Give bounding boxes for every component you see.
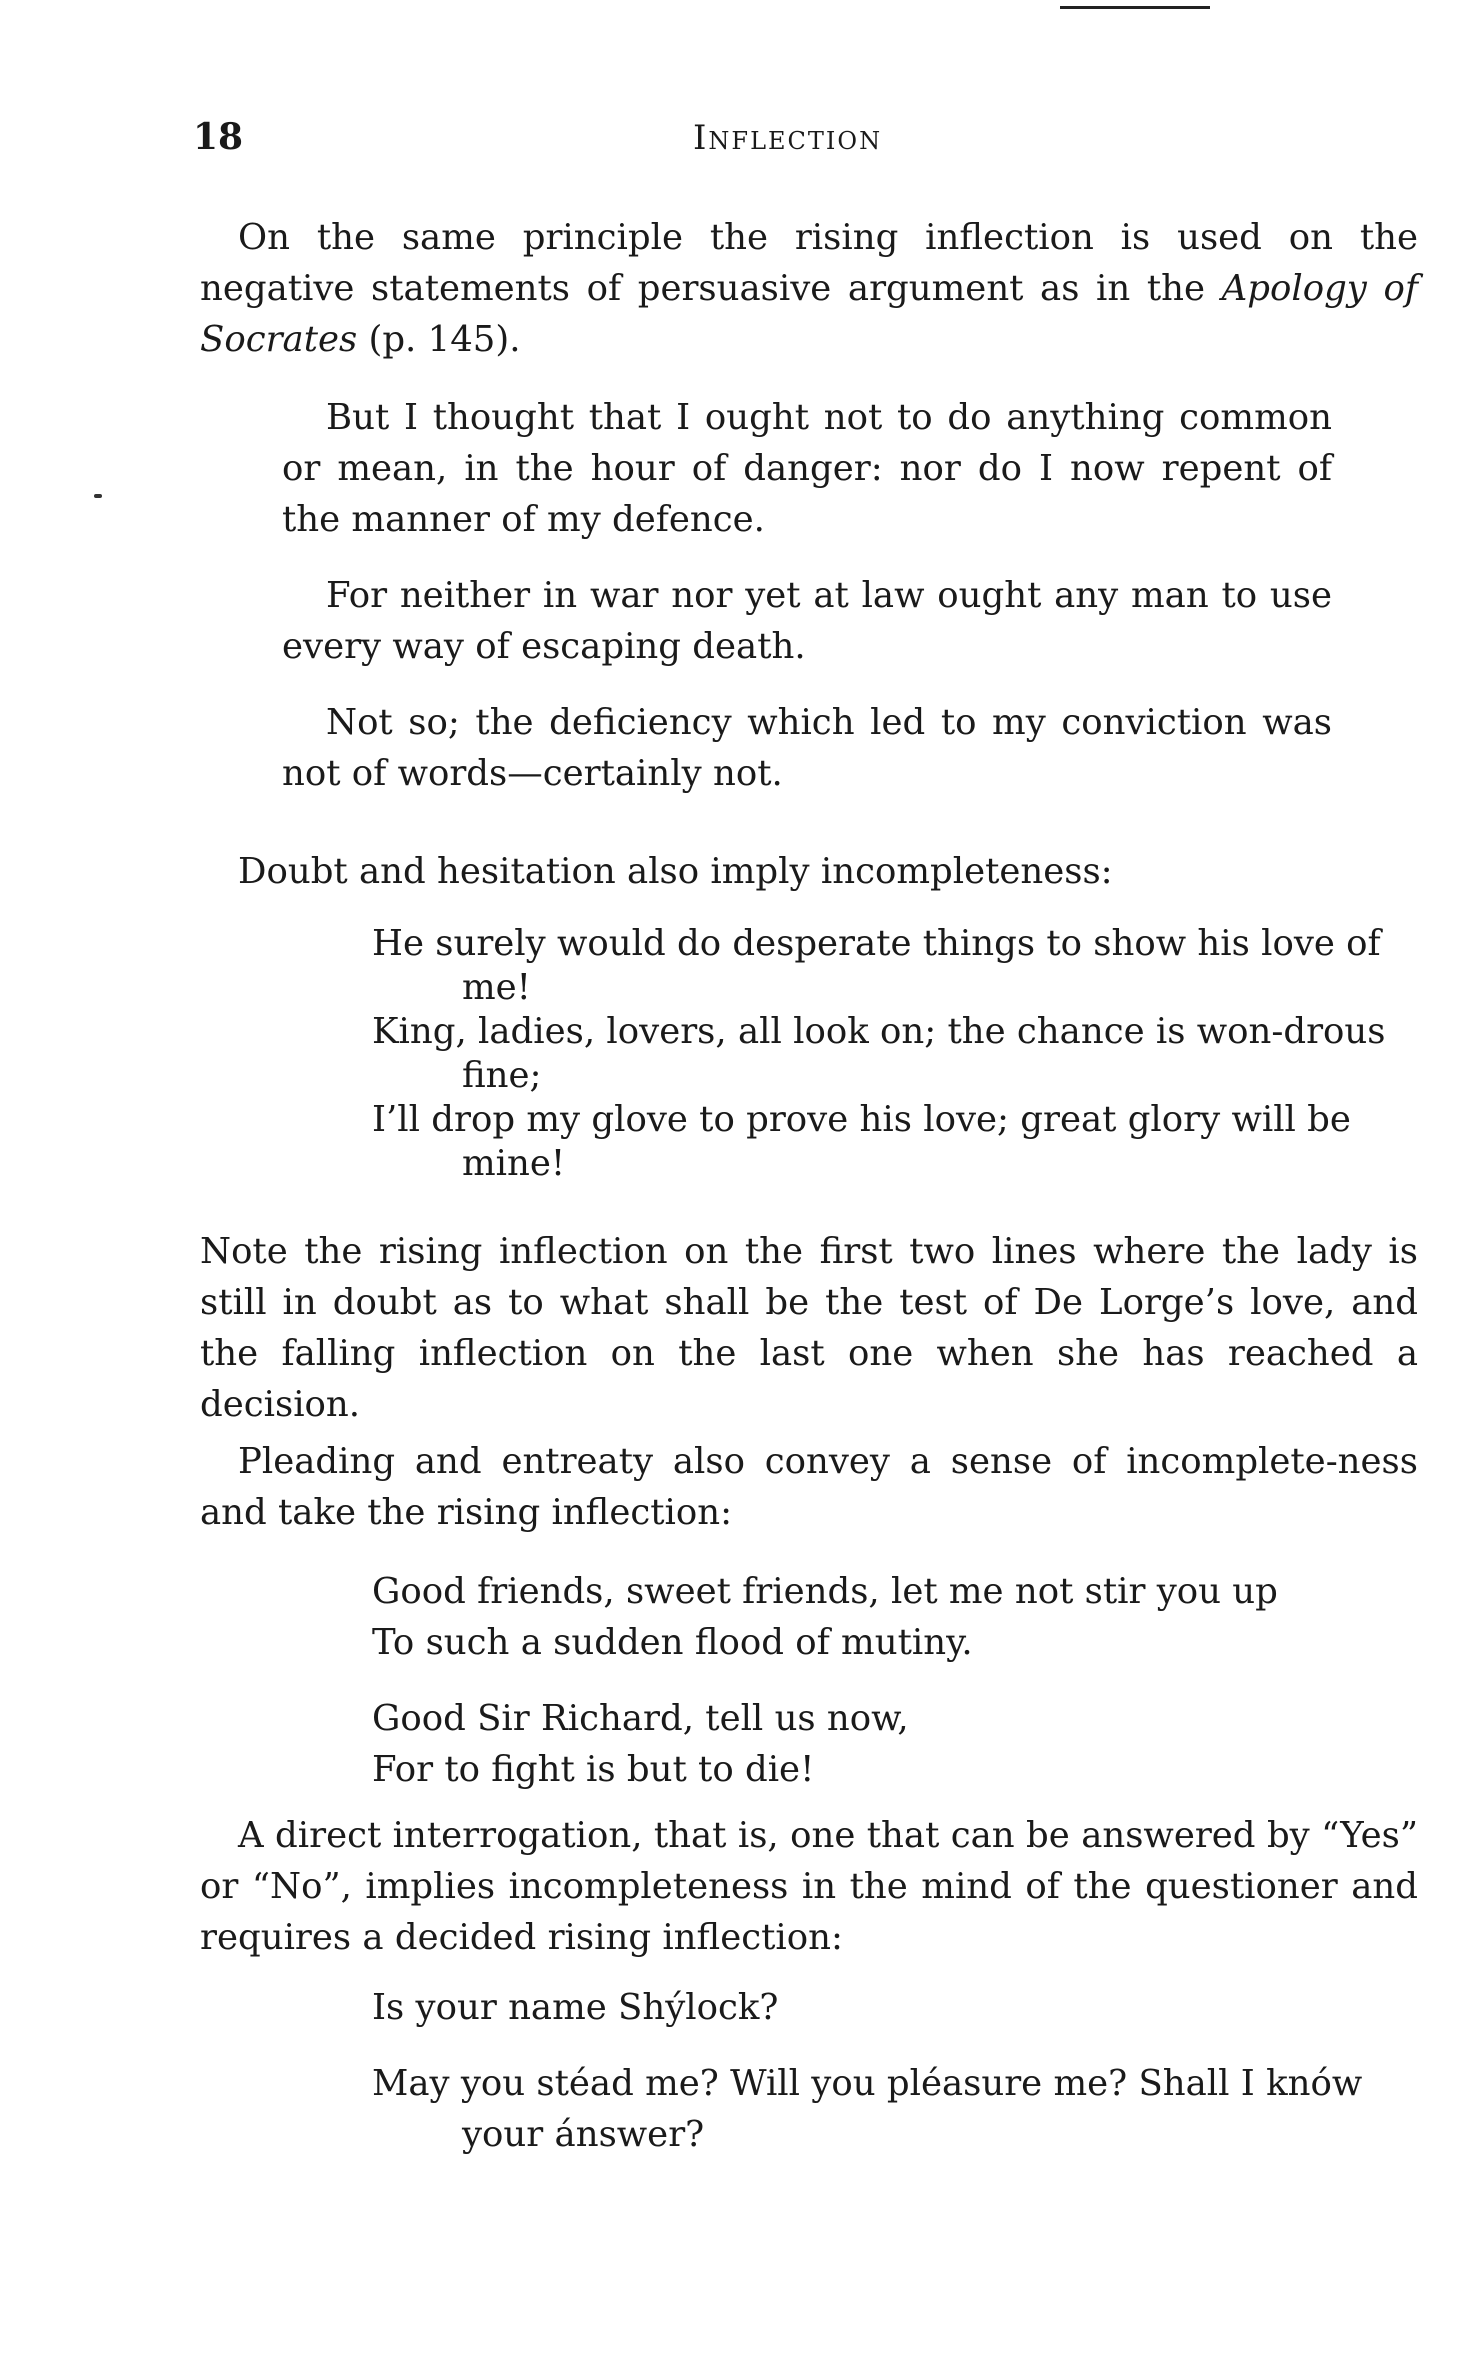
verse-friends bbox=[372, 1566, 1422, 1795]
page-header bbox=[193, 116, 1423, 176]
verse-line: May you stéad me? Will you pléasure me? Shall I knów your ánswer? bbox=[372, 2063, 1363, 2155]
verse-glove bbox=[372, 922, 1422, 1186]
paragraph-pleading: Pleading and entreaty also convey a sense of incomplete-ness and take the rising inflection: bbox=[200, 1441, 1418, 1533]
work-title: Apology of Socrates bbox=[200, 268, 1418, 360]
paragraph-principle-ref: (p. 145). bbox=[357, 319, 521, 360]
quote-line: For neither in war nor yet at law ought any man to use every way of escaping death. bbox=[282, 575, 1332, 667]
running-head: Inflection bbox=[693, 118, 883, 158]
page-number: 18 bbox=[193, 116, 244, 158]
verse-line: He surely would do desperate things to show his love of me! bbox=[372, 923, 1381, 1008]
verse-shylock bbox=[372, 1982, 1422, 2160]
verse-line: For to fight is but to die! bbox=[372, 1749, 815, 1790]
verse-line: To such a sudden flood of mutiny. bbox=[372, 1622, 973, 1663]
paragraph-note: Note the rising inflection on the first two lines where the lady is still in doubt as to what shall be the test of De Lorge’s love, and the falling inflection on the last one when she has reached a decision. bbox=[200, 1231, 1418, 1425]
quote-line: Not so; the deficiency which led to my conviction was not of words—certainly not. bbox=[282, 702, 1332, 794]
paragraph-interrogation: A direct interrogation, that is, one that can be answered by “Yes” or “No”, implies incompleteness in the mind of the questioner and requires a decided rising inflection: bbox=[200, 1815, 1418, 1958]
paragraph-principle-text: On the same principle the rising inflection is used on the negative statements of persuasive argument as in the bbox=[200, 217, 1418, 309]
paragraph-principle bbox=[200, 212, 1418, 365]
block-quote bbox=[282, 392, 1332, 799]
margin-mark bbox=[94, 494, 102, 498]
verse-line: Is your name Shýlock? bbox=[372, 1987, 779, 2028]
quote-line: But I thought that I ought not to do anything common or mean, in the hour of danger: nor do I now repent of the manner of my defence. bbox=[282, 397, 1332, 540]
verse-line: King, ladies, lovers, all look on; the chance is won-drous fine; bbox=[372, 1011, 1386, 1096]
verse-line: Good friends, sweet friends, let me not stir you up bbox=[372, 1571, 1278, 1612]
verse-line: I’ll drop my glove to prove his love; great glory will be mine! bbox=[372, 1099, 1351, 1184]
top-rule bbox=[1060, 6, 1210, 9]
verse-line: Good Sir Richard, tell us now, bbox=[372, 1698, 909, 1739]
paragraph-doubt: Doubt and hesitation also imply incompleteness: bbox=[238, 851, 1113, 892]
